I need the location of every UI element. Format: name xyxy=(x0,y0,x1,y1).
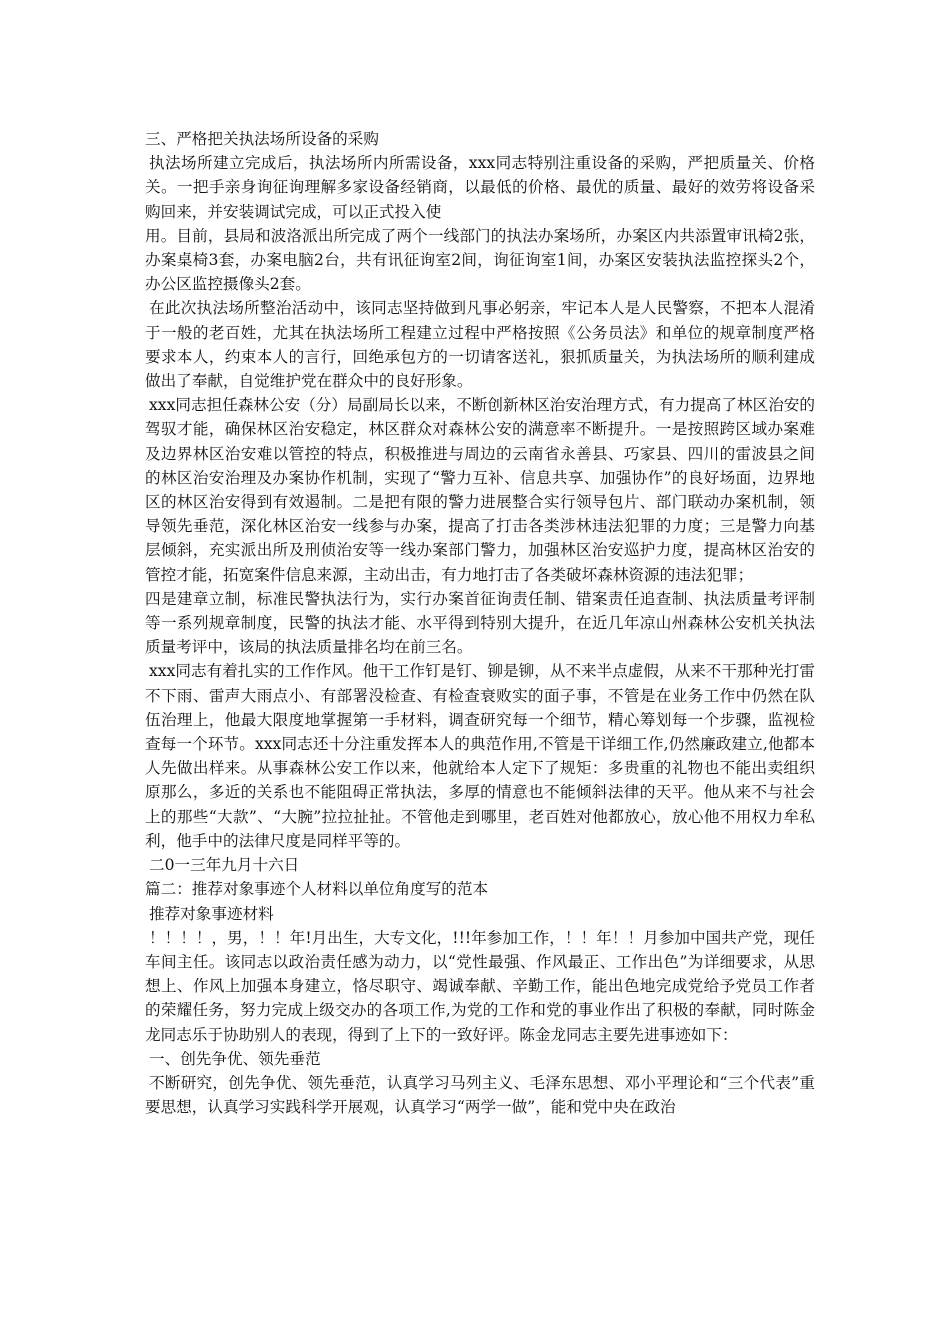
body-paragraph: 执法场所建立完成后，执法场所内所需设备，xxx同志特别注重设备的采购，严把质量关、价格关。一把手亲身询征询理解多家设备经销商，以最低的价格、最优的质量、最好的效劳将设备采购回来，并安装调试完成，可以正式投入使 xyxy=(145,154,815,221)
body-paragraph: xxx同志有着扎实的工作作风。他干工作钉是钉、铆是铆，从不来半点虚假，从来不干那种光打雷不下雨、雷声大雨点小、有部署没检查、有检查衰败实的面子事，不管是在业务工作中仍然在队伍治理上，他最大限度地掌握第一手材料，调查研究每一个细节，精心筹划每一个步骤，监视检查每一个环节。xxx同志还十分注重发挥本人的典范作用,不管是干详细工作,仍然廉政建立,他都本人先做出样来。从事森林公安工作以来，他就给本人定下了规矩：多贵重的礼物也不能出卖组织原那么，多近的关系也不能阻碍正常执法，多厚的情意也不能倾斜法律的天平。他从来不与社会上的那些“大款”、“大腕”拉拉扯扯。不管他走到哪里，老百姓对他都放心，放心他不用权力牟私利，他手中的法律尺度是同样平等的。 xyxy=(145,662,815,850)
section-heading-3: 三、严格把关执法场所设备的采购 xyxy=(145,130,379,148)
date-line: 二0一三年九月十六日 xyxy=(149,856,300,875)
article-title: 篇二：推荐对象事迹个人材料以单位角度写的范本 xyxy=(145,880,489,899)
section-heading-1: 一、创先争优、领先垂范 xyxy=(149,1049,321,1068)
document-page xyxy=(145,127,815,1119)
body-paragraph: 用。目前，县局和波洛派出所完成了两个一线部门的执法办案场所，办案区内共添置审讯椅2张，办案桌椅3套，办案电脑2台，共有讯征询室2间，询征询室1间，办案区安装执法监控探头2个，办公区监控摄像头2套。 xyxy=(145,226,815,294)
body-paragraph: 在此次执法场所整治活动中，该同志坚持做到凡事必躬亲，牢记本人是人民警察，不把本人混淆于一般的老百姓，尤其在执法场所工程建立过程中严格按照《公务员法》和单位的规章制度严格要求本人，约束本人的言行，回绝承包方的一切请客送礼，狠抓质量关，为执法场所的顺利建成做出了奉献，自觉维护党在群众中的良好形象。 xyxy=(145,299,815,391)
body-paragraph: xxx同志担任森林公安（分）局副局长以来，不断创新林区治安治理方式，有力提高了林区治安的驾驭才能，确保林区治安稳定，林区群众对森林公安的满意率不断提升。一是按照跨区域办案难及边界林区治安难以管控的特点，积极推进与周边的云南省永善县、巧家县、四川的雷波县之间的林区治安治理及办案协作机制，实现了“警力互补、信息共享、加强协作”的良好场面，边界地区的林区治安得到有效遏制。二是把有限的警力进展整合实行领导包片、部门联动办案机制，领导领先垂范，深化林区治安一线参与办案，提高了打击各类涉林违法犯罪的力度；三是警力向基层倾斜，充实派出所及刑侦治安等一线办案部门警力，加强林区治安巡护力度，提高林区治安的管控才能，拓宽案件信息来源，主动出击，有力地打击了各类破坏森林资源的违法犯罪； xyxy=(145,396,815,584)
material-title: 推荐对象事迹材料 xyxy=(149,904,274,923)
body-paragraph: ！！！！，男，！！年!月出生，大专文化，!!!年参加工作，！！年！！月参加中国共产党，现任车间主任。该同志以政治责任感为动力，以“党性最强、作风最正、工作出色”为详细要求，从思想上、作风上加强本身建立，恪尽职守、竭诚奉献、辛勤工作，能出色地完成党给予党员工作者的荣耀任务，努力完成上级交办的各项工作,为党的工作和党的事业作出了积极的奉献，同时陈金龙同志乐于协助别人的表现，得到了上下的一致好评。陈金龙同志主要先进事迹如下： xyxy=(145,928,815,1044)
body-paragraph: 四是建章立制，标准民警执法行为，实行办案首征询责任制、错案责任追查制、执法质量考评制等一系列规章制度，民警的执法才能、水平得到特别大提升，在近几年凉山州森林公安机关执法质量考评中，该局的执法质量排名均在前三名。 xyxy=(145,589,815,657)
body-paragraph: 不断研究，创先争优、领先垂范，认真学习马列主义、毛泽东思想、邓小平理论和“三个代表”重要思想，认真学习实践科学开展观，认真学习“两学一做”，能和党中央在政治 xyxy=(145,1073,815,1117)
